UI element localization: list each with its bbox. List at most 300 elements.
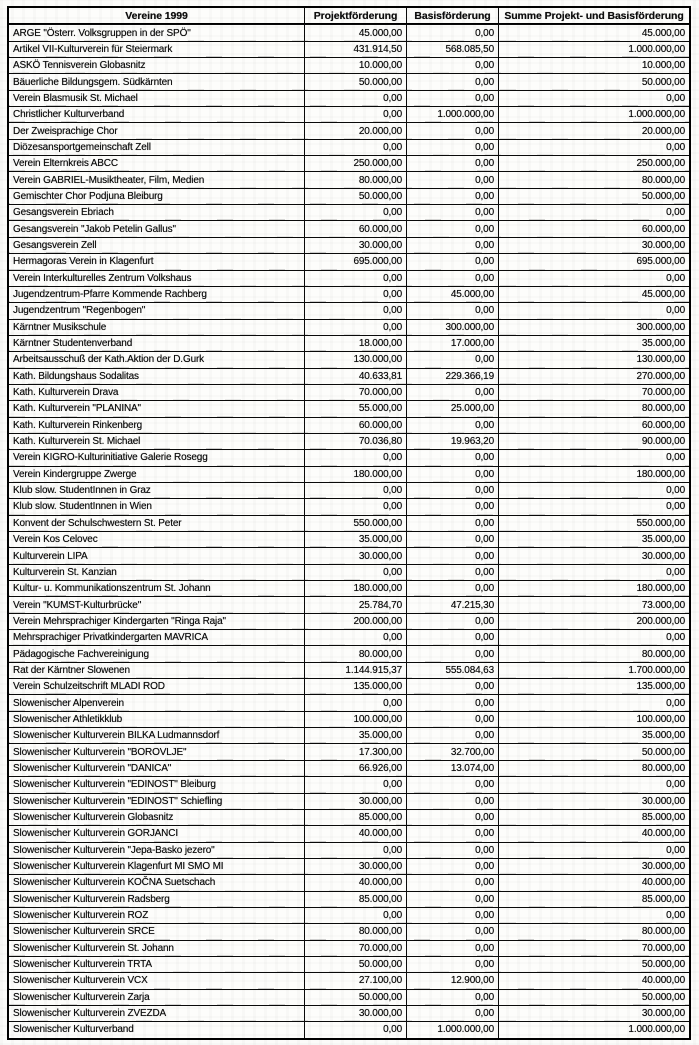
table-row bbox=[9, 547, 689, 563]
verein-name-cell: Slowenischer Alpenverein bbox=[9, 695, 305, 710]
projektfoerderung-cell: 550.000,00 bbox=[305, 516, 407, 531]
projektfoerderung-cell: 30.000,00 bbox=[305, 859, 407, 874]
basisfoerderung-cell: 47.215,30 bbox=[407, 597, 499, 612]
projektfoerderung-cell: 0,00 bbox=[305, 908, 407, 923]
projektfoerderung-cell: 0,00 bbox=[305, 630, 407, 645]
verein-name-cell: Slowenischer Kulturverein GORJANCI bbox=[9, 826, 305, 841]
verein-name-cell: Verein "KUMST-Kulturbrücke" bbox=[9, 597, 305, 612]
column-header-summe: Summe Projekt- und Basisförderung bbox=[504, 9, 684, 22]
verein-name-cell: Kärntner Musikschule bbox=[9, 320, 305, 335]
verein-name-cell: Slowenischer Athletikklub bbox=[9, 712, 305, 727]
projektfoerderung-cell: 0,00 bbox=[305, 499, 407, 514]
table-row bbox=[9, 923, 689, 939]
table-row bbox=[9, 24, 689, 40]
basisfoerderung-cell: 0,00 bbox=[407, 712, 499, 727]
basisfoerderung-cell: 0,00 bbox=[407, 189, 499, 204]
table-row bbox=[9, 727, 689, 743]
summe-cell: 50.000,00 bbox=[641, 959, 685, 971]
verein-name-cell: Mehrsprachiger Privatkindergarten MAVRICA bbox=[9, 630, 305, 645]
basisfoerderung-cell: 0,00 bbox=[407, 123, 499, 138]
verein-name-cell: Slowenischer Kulturverein KOČNA Suetschach bbox=[9, 875, 305, 890]
column-header-vereine: Vereine 1999 bbox=[9, 8, 305, 23]
projektfoerderung-cell: 60.000,00 bbox=[305, 418, 407, 433]
funding-table bbox=[7, 6, 691, 1040]
projektfoerderung-cell: 0,00 bbox=[305, 271, 407, 286]
summe-cell: 10.000,00 bbox=[641, 60, 685, 72]
summe-cell: 50.000,00 bbox=[641, 190, 685, 202]
table-row bbox=[9, 989, 689, 1005]
verein-name-cell: Rat der Kärntner Slowenen bbox=[9, 663, 305, 678]
summe-cell: 80.000,00 bbox=[641, 648, 685, 660]
summe-cell: 60.000,00 bbox=[641, 223, 685, 235]
summe-cell: 30.000,00 bbox=[641, 239, 685, 251]
table-row bbox=[9, 90, 689, 106]
summe-cell: 30.000,00 bbox=[641, 795, 685, 807]
table-row bbox=[9, 1005, 689, 1021]
summe-cell: 0,00 bbox=[666, 207, 685, 219]
summe-cell: 550.000,00 bbox=[636, 517, 685, 529]
verein-name-cell: Slowenischer Kulturverein ROZ bbox=[9, 908, 305, 923]
projektfoerderung-cell: 250.000,00 bbox=[305, 156, 407, 171]
verein-name-cell: Slowenischer Kulturverein ZVEZDA bbox=[9, 1006, 305, 1021]
table-row bbox=[9, 400, 689, 416]
projektfoerderung-cell: 0,00 bbox=[305, 91, 407, 106]
verein-name-cell: Der Zweisprachige Chor bbox=[9, 123, 305, 138]
summe-cell: 0,00 bbox=[666, 141, 685, 153]
basisfoerderung-cell: 0,00 bbox=[407, 271, 499, 286]
projektfoerderung-cell: 70.000,00 bbox=[305, 385, 407, 400]
summe-cell: 85.000,00 bbox=[641, 893, 685, 905]
table-row bbox=[9, 188, 689, 204]
verein-name-cell: Verein Kos Celovec bbox=[9, 532, 305, 547]
verein-name-cell: Verein KIGRO-Kulturinitiative Galerie Rosegg bbox=[9, 450, 305, 465]
basisfoerderung-cell: 0,00 bbox=[407, 941, 499, 956]
summe-cell: 80.000,00 bbox=[641, 174, 685, 186]
summe-cell: 80.000,00 bbox=[641, 762, 685, 774]
table-row bbox=[9, 368, 689, 384]
basisfoerderung-cell: 25.000,00 bbox=[407, 401, 499, 416]
table-row bbox=[9, 122, 689, 138]
basisfoerderung-cell: 0,00 bbox=[407, 794, 499, 809]
summe-cell: 180.000,00 bbox=[636, 468, 685, 480]
projektfoerderung-cell: 0,00 bbox=[305, 450, 407, 465]
summe-cell: 35.000,00 bbox=[641, 730, 685, 742]
table-row bbox=[9, 662, 689, 678]
basisfoerderung-cell: 13.074,00 bbox=[407, 761, 499, 776]
table-header-row bbox=[9, 8, 689, 24]
summe-cell: 0,00 bbox=[666, 501, 685, 513]
table-row bbox=[9, 776, 689, 792]
verein-name-cell: Kultur- u. Kommunikationszentrum St. Johann bbox=[9, 581, 305, 596]
summe-cell: 270.000,00 bbox=[636, 370, 685, 382]
table-row bbox=[9, 220, 689, 236]
basisfoerderung-cell: 0,00 bbox=[407, 25, 499, 40]
basisfoerderung-cell: 0,00 bbox=[407, 385, 499, 400]
verein-name-cell: Gemischter Chor Podjuna Bleiburg bbox=[9, 189, 305, 204]
table-row bbox=[9, 139, 689, 155]
verein-name-cell: Verein Mehrsprachiger Kindergarten "Ringa Raja" bbox=[9, 614, 305, 629]
basisfoerderung-cell: 0,00 bbox=[407, 450, 499, 465]
projektfoerderung-cell: 25.784,70 bbox=[305, 597, 407, 612]
verein-name-cell: Slowenischer Kulturverein VCX bbox=[9, 973, 305, 988]
projektfoerderung-cell: 0,00 bbox=[305, 777, 407, 792]
summe-cell: 70.000,00 bbox=[641, 387, 685, 399]
basisfoerderung-cell: 0,00 bbox=[407, 908, 499, 923]
table-row bbox=[9, 498, 689, 514]
summe-cell: 1.000.000,00 bbox=[628, 1024, 685, 1036]
table-row bbox=[9, 319, 689, 335]
verein-name-cell: Pädagogische Fachvereinigung bbox=[9, 646, 305, 661]
basisfoerderung-cell: 0,00 bbox=[407, 826, 499, 841]
table-row bbox=[9, 842, 689, 858]
basisfoerderung-cell: 0,00 bbox=[407, 581, 499, 596]
projektfoerderung-cell: 20.000,00 bbox=[305, 123, 407, 138]
basisfoerderung-cell: 0,00 bbox=[407, 418, 499, 433]
verein-name-cell: Klub slow. StudentInnen in Wien bbox=[9, 499, 305, 514]
verein-name-cell: Christlicher Kulturverband bbox=[9, 107, 305, 122]
table-row bbox=[9, 417, 689, 433]
table-row bbox=[9, 760, 689, 776]
basisfoerderung-cell: 1.000.000,00 bbox=[407, 107, 499, 122]
projektfoerderung-cell: 180.000,00 bbox=[305, 581, 407, 596]
basisfoerderung-cell: 0,00 bbox=[407, 810, 499, 825]
projektfoerderung-cell: 45.000,00 bbox=[305, 25, 407, 40]
basisfoerderung-cell: 300.000,00 bbox=[407, 320, 499, 335]
table-row bbox=[9, 596, 689, 612]
verein-name-cell: Kulturverein LIPA bbox=[9, 548, 305, 563]
basisfoerderung-cell: 0,00 bbox=[407, 74, 499, 89]
table-row bbox=[9, 858, 689, 874]
verein-name-cell: Slowenischer Kulturverein "EDINOST" Schiefling bbox=[9, 794, 305, 809]
basisfoerderung-cell: 0,00 bbox=[407, 957, 499, 972]
basisfoerderung-cell: 12.900,00 bbox=[407, 973, 499, 988]
verein-name-cell: Slowenischer Kulturverein TRTA bbox=[9, 957, 305, 972]
projektfoerderung-cell: 135.000,00 bbox=[305, 679, 407, 694]
summe-cell: 100.000,00 bbox=[636, 713, 685, 725]
basisfoerderung-cell: 0,00 bbox=[407, 646, 499, 661]
summe-cell: 0,00 bbox=[666, 452, 685, 464]
summe-cell: 45.000,00 bbox=[641, 27, 685, 39]
projektfoerderung-cell: 0,00 bbox=[305, 843, 407, 858]
table-row bbox=[9, 891, 689, 907]
projektfoerderung-cell: 0,00 bbox=[305, 565, 407, 580]
summe-cell: 135.000,00 bbox=[636, 681, 685, 693]
verein-name-cell: Konvent der Schulschwestern St. Peter bbox=[9, 516, 305, 531]
table-row bbox=[9, 351, 689, 367]
summe-cell: 180.000,00 bbox=[636, 583, 685, 595]
basisfoerderung-cell: 1.000.000,00 bbox=[407, 1022, 499, 1037]
table-row bbox=[9, 515, 689, 531]
basisfoerderung-cell: 0,00 bbox=[407, 254, 499, 269]
summe-cell: 50.000,00 bbox=[641, 746, 685, 758]
basisfoerderung-cell: 0,00 bbox=[407, 695, 499, 710]
projektfoerderung-cell: 0,00 bbox=[305, 287, 407, 302]
table-row bbox=[9, 482, 689, 498]
basisfoerderung-cell: 0,00 bbox=[407, 614, 499, 629]
projektfoerderung-cell: 66.926,00 bbox=[305, 761, 407, 776]
summe-cell: 0,00 bbox=[666, 779, 685, 791]
basisfoerderung-cell: 555.084,63 bbox=[407, 663, 499, 678]
projektfoerderung-cell: 0,00 bbox=[305, 107, 407, 122]
basisfoerderung-cell: 0,00 bbox=[407, 565, 499, 580]
table-row bbox=[9, 743, 689, 759]
verein-name-cell: Gesangsverein Zell bbox=[9, 238, 305, 253]
table-row bbox=[9, 940, 689, 956]
summe-cell: 0,00 bbox=[666, 305, 685, 317]
basisfoerderung-cell: 0,00 bbox=[407, 892, 499, 907]
verein-name-cell: Kath. Bildungshaus Sodalitas bbox=[9, 369, 305, 384]
verein-name-cell: Jugendzentrum "Regenbogen" bbox=[9, 303, 305, 318]
verein-name-cell: Slowenischer Kulturverein "Jepa-Basko jezero" bbox=[9, 843, 305, 858]
verein-name-cell: Klub slow. StudentInnen in Graz bbox=[9, 483, 305, 498]
summe-cell: 40.000,00 bbox=[641, 975, 685, 987]
table-row bbox=[9, 645, 689, 661]
summe-cell: 45.000,00 bbox=[641, 289, 685, 301]
basisfoerderung-cell: 17.000,00 bbox=[407, 336, 499, 351]
verein-name-cell: Slowenischer Kulturverein Zarja bbox=[9, 990, 305, 1005]
projektfoerderung-cell: 80.000,00 bbox=[305, 924, 407, 939]
table-row bbox=[9, 204, 689, 220]
summe-cell: 695.000,00 bbox=[636, 256, 685, 268]
table-row bbox=[9, 449, 689, 465]
table-row bbox=[9, 73, 689, 89]
summe-cell: 40.000,00 bbox=[641, 877, 685, 889]
table-row bbox=[9, 907, 689, 923]
table-row bbox=[9, 384, 689, 400]
verein-name-cell: Verein GABRIEL-Musiktheater, Film, Medien bbox=[9, 172, 305, 187]
basisfoerderung-cell: 45.000,00 bbox=[407, 287, 499, 302]
verein-name-cell: Diözesansportgemeinschaft Zell bbox=[9, 140, 305, 155]
basisfoerderung-cell: 0,00 bbox=[407, 630, 499, 645]
projektfoerderung-cell: 60.000,00 bbox=[305, 221, 407, 236]
summe-cell: 0,00 bbox=[666, 92, 685, 104]
summe-cell: 70.000,00 bbox=[641, 942, 685, 954]
basisfoerderung-cell: 0,00 bbox=[407, 352, 499, 367]
table-row bbox=[9, 171, 689, 187]
table-row bbox=[9, 694, 689, 710]
summe-cell: 0,00 bbox=[666, 632, 685, 644]
basisfoerderung-cell: 0,00 bbox=[407, 140, 499, 155]
table-row bbox=[9, 580, 689, 596]
summe-cell: 0,00 bbox=[666, 910, 685, 922]
table-row bbox=[9, 613, 689, 629]
basisfoerderung-cell: 0,00 bbox=[407, 516, 499, 531]
summe-cell: 30.000,00 bbox=[641, 1008, 685, 1020]
table-row bbox=[9, 956, 689, 972]
summe-cell: 250.000,00 bbox=[636, 158, 685, 170]
summe-cell: 30.000,00 bbox=[641, 550, 685, 562]
verein-name-cell: Gesangsverein "Jakob Petelin Gallus" bbox=[9, 221, 305, 236]
column-header-basisfoerderung: Basisförderung bbox=[407, 8, 499, 23]
projektfoerderung-cell: 70.036,80 bbox=[305, 434, 407, 449]
basisfoerderung-cell: 0,00 bbox=[407, 924, 499, 939]
summe-cell: 35.000,00 bbox=[641, 534, 685, 546]
table-row bbox=[9, 874, 689, 890]
verein-name-cell: Kath. Kulturverein St. Michael bbox=[9, 434, 305, 449]
projektfoerderung-cell: 70.000,00 bbox=[305, 941, 407, 956]
verein-name-cell: Hermagoras Verein in Klagenfurt bbox=[9, 254, 305, 269]
projektfoerderung-cell: 431.914,50 bbox=[305, 42, 407, 57]
verein-name-cell: Jugendzentrum-Pfarre Kommende Rachberg bbox=[9, 287, 305, 302]
verein-name-cell: Verein Kindergruppe Zwerge bbox=[9, 467, 305, 482]
summe-cell: 80.000,00 bbox=[641, 403, 685, 415]
basisfoerderung-cell: 568.085,50 bbox=[407, 42, 499, 57]
summe-cell: 300.000,00 bbox=[636, 321, 685, 333]
table-row bbox=[9, 711, 689, 727]
basisfoerderung-cell: 0,00 bbox=[407, 532, 499, 547]
basisfoerderung-cell: 0,00 bbox=[407, 728, 499, 743]
projektfoerderung-cell: 50.000,00 bbox=[305, 957, 407, 972]
verein-name-cell: Slowenischer Kulturverein "BOROVLJE" bbox=[9, 744, 305, 759]
projektfoerderung-cell: 0,00 bbox=[305, 483, 407, 498]
table-row bbox=[9, 531, 689, 547]
verein-name-cell: Gesangsverein Ebriach bbox=[9, 205, 305, 220]
projektfoerderung-cell: 50.000,00 bbox=[305, 189, 407, 204]
summe-cell: 0,00 bbox=[666, 566, 685, 578]
summe-cell: 50.000,00 bbox=[641, 991, 685, 1003]
verein-name-cell: Slowenischer Kulturverein Klagenfurt MI SMO MI bbox=[9, 859, 305, 874]
basisfoerderung-cell: 0,00 bbox=[407, 172, 499, 187]
summe-cell: 60.000,00 bbox=[641, 419, 685, 431]
projektfoerderung-cell: 130.000,00 bbox=[305, 352, 407, 367]
table-row bbox=[9, 253, 689, 269]
projektfoerderung-cell: 180.000,00 bbox=[305, 467, 407, 482]
verein-name-cell: Verein Schulzeitschrift MLADI ROD bbox=[9, 679, 305, 694]
projektfoerderung-cell: 85.000,00 bbox=[305, 810, 407, 825]
projektfoerderung-cell: 80.000,00 bbox=[305, 172, 407, 187]
projektfoerderung-cell: 0,00 bbox=[305, 303, 407, 318]
basisfoerderung-cell: 0,00 bbox=[407, 843, 499, 858]
verein-name-cell: Slowenischer Kulturverein "EDINOST" Bleiburg bbox=[9, 777, 305, 792]
basisfoerderung-cell: 32.700,00 bbox=[407, 744, 499, 759]
verein-name-cell: Slowenischer Kulturverein BILKA Ludmannsdorf bbox=[9, 728, 305, 743]
summe-cell: 1.700.000,00 bbox=[628, 664, 685, 676]
verein-name-cell: Artikel VII-Kulturverein für Steiermark bbox=[9, 42, 305, 57]
projektfoerderung-cell: 30.000,00 bbox=[305, 1006, 407, 1021]
projektfoerderung-cell: 1.144.915,37 bbox=[305, 663, 407, 678]
verein-name-cell: Slowenischer Kulturverein SRCE bbox=[9, 924, 305, 939]
verein-name-cell: Slowenischer Kulturverein Globasnitz bbox=[9, 810, 305, 825]
table-row bbox=[9, 237, 689, 253]
verein-name-cell: Slowenischer Kulturverein St. Johann bbox=[9, 941, 305, 956]
projektfoerderung-cell: 0,00 bbox=[305, 140, 407, 155]
table-row bbox=[9, 41, 689, 57]
projektfoerderung-cell: 40.633,81 bbox=[305, 369, 407, 384]
basisfoerderung-cell: 0,00 bbox=[407, 777, 499, 792]
basisfoerderung-cell: 0,00 bbox=[407, 303, 499, 318]
projektfoerderung-cell: 50.000,00 bbox=[305, 74, 407, 89]
projektfoerderung-cell: 30.000,00 bbox=[305, 238, 407, 253]
verein-name-cell: Kärntner Studentenverband bbox=[9, 336, 305, 351]
verein-name-cell: Verein Interkulturelles Zentrum Volkshaus bbox=[9, 271, 305, 286]
projektfoerderung-cell: 10.000,00 bbox=[305, 58, 407, 73]
projektfoerderung-cell: 55.000,00 bbox=[305, 401, 407, 416]
projektfoerderung-cell: 695.000,00 bbox=[305, 254, 407, 269]
table-row bbox=[9, 155, 689, 171]
projektfoerderung-cell: 35.000,00 bbox=[305, 728, 407, 743]
summe-cell: 50.000,00 bbox=[641, 76, 685, 88]
verein-name-cell: Kath. Kulturverein Rinkenberg bbox=[9, 418, 305, 433]
summe-cell: 85.000,00 bbox=[641, 812, 685, 824]
projektfoerderung-cell: 40.000,00 bbox=[305, 875, 407, 890]
table-row bbox=[9, 335, 689, 351]
summe-cell: 40.000,00 bbox=[641, 828, 685, 840]
table-row bbox=[9, 825, 689, 841]
basisfoerderung-cell: 0,00 bbox=[407, 1006, 499, 1021]
verein-name-cell: Kulturverein St. Kanzian bbox=[9, 565, 305, 580]
summe-cell: 1.000.000,00 bbox=[628, 43, 685, 55]
verein-name-cell: Kath. Kulturverein Drava bbox=[9, 385, 305, 400]
summe-cell: 35.000,00 bbox=[641, 338, 685, 350]
projektfoerderung-cell: 17.300,00 bbox=[305, 744, 407, 759]
summe-cell: 200.000,00 bbox=[636, 615, 685, 627]
table-row bbox=[9, 270, 689, 286]
verein-name-cell: ASKÖ Tennisverein Globasnitz bbox=[9, 58, 305, 73]
basisfoerderung-cell: 0,00 bbox=[407, 548, 499, 563]
projektfoerderung-cell: 85.000,00 bbox=[305, 892, 407, 907]
verein-name-cell: Verein Elternkreis ABCC bbox=[9, 156, 305, 171]
projektfoerderung-cell: 27.100,00 bbox=[305, 973, 407, 988]
table-row bbox=[9, 106, 689, 122]
basisfoerderung-cell: 0,00 bbox=[407, 499, 499, 514]
table-row bbox=[9, 564, 689, 580]
basisfoerderung-cell: 0,00 bbox=[407, 467, 499, 482]
basisfoerderung-cell: 0,00 bbox=[407, 238, 499, 253]
basisfoerderung-cell: 0,00 bbox=[407, 859, 499, 874]
table-row bbox=[9, 302, 689, 318]
summe-cell: 0,00 bbox=[666, 697, 685, 709]
basisfoerderung-cell: 0,00 bbox=[407, 156, 499, 171]
projektfoerderung-cell: 40.000,00 bbox=[305, 826, 407, 841]
projektfoerderung-cell: 0,00 bbox=[305, 320, 407, 335]
projektfoerderung-cell: 0,00 bbox=[305, 205, 407, 220]
projektfoerderung-cell: 100.000,00 bbox=[305, 712, 407, 727]
table-row bbox=[9, 809, 689, 825]
projektfoerderung-cell: 0,00 bbox=[305, 695, 407, 710]
table-row bbox=[9, 466, 689, 482]
projektfoerderung-cell: 30.000,00 bbox=[305, 794, 407, 809]
basisfoerderung-cell: 0,00 bbox=[407, 205, 499, 220]
table-row bbox=[9, 286, 689, 302]
table-row bbox=[9, 972, 689, 988]
summe-cell: 80.000,00 bbox=[641, 926, 685, 938]
projektfoerderung-cell: 35.000,00 bbox=[305, 532, 407, 547]
projektfoerderung-cell: 18.000,00 bbox=[305, 336, 407, 351]
table-row bbox=[9, 57, 689, 73]
table-row bbox=[9, 678, 689, 694]
summe-cell: 0,00 bbox=[666, 272, 685, 284]
basisfoerderung-cell: 229.366,19 bbox=[407, 369, 499, 384]
verein-name-cell: Slowenischer Kulturverein "DANICA" bbox=[9, 761, 305, 776]
basisfoerderung-cell: 0,00 bbox=[407, 221, 499, 236]
verein-name-cell: Slowenischer Kulturverband bbox=[9, 1022, 305, 1037]
table-row bbox=[9, 1021, 689, 1037]
table-row bbox=[9, 793, 689, 809]
summe-cell: 20.000,00 bbox=[641, 125, 685, 137]
summe-cell: 30.000,00 bbox=[641, 861, 685, 873]
verein-name-cell: Bäuerliche Bildungsgem. Südkärnten bbox=[9, 74, 305, 89]
verein-name-cell: ARGE "Österr. Volksgruppen in der SPÖ" bbox=[9, 25, 305, 40]
verein-name-cell: Slowenischer Kulturverein Radsberg bbox=[9, 892, 305, 907]
projektfoerderung-cell: 80.000,00 bbox=[305, 646, 407, 661]
summe-cell: 73.000,00 bbox=[641, 599, 685, 611]
basisfoerderung-cell: 0,00 bbox=[407, 875, 499, 890]
table-row bbox=[9, 629, 689, 645]
verein-name-cell: Arbeitsausschuß der Kath.Aktion der D.Gurk bbox=[9, 352, 305, 367]
basisfoerderung-cell: 19.963,20 bbox=[407, 434, 499, 449]
verein-name-cell: Kath. Kulturverein "PLANINA" bbox=[9, 401, 305, 416]
summe-cell: 0,00 bbox=[666, 485, 685, 497]
